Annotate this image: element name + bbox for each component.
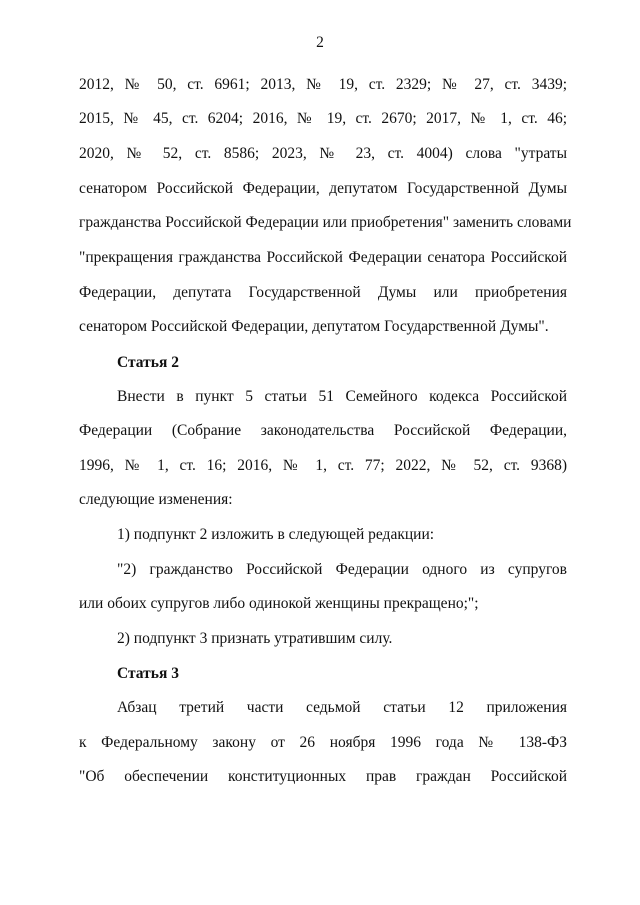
list-item: 1) подпункт 2 изложить в следующей редакции: bbox=[117, 526, 435, 543]
paragraph-line: сенатором Российской Федерации, депутатом Государственной Думы". bbox=[79, 318, 549, 335]
paragraph-line: Федерации (Собрание законодательства Российской Федерации, bbox=[79, 422, 567, 439]
paragraph-line: 2020, № 52, ст. 8586; 2023, № 23, ст. 4004) слова "утраты bbox=[79, 145, 567, 162]
paragraph-line: 1996, № 1, ст. 16; 2016, № 1, ст. 77; 2022, № 52, ст. 9368) bbox=[79, 457, 567, 474]
paragraph-line: следующие изменения: bbox=[79, 491, 233, 508]
paragraph-line: к Федеральному закону от 26 ноября 1996 года № 138-ФЗ bbox=[79, 734, 567, 751]
quoted-line: "2) гражданство Российской Федерации одного из супругов bbox=[117, 561, 567, 578]
paragraph-line: сенатором Российской Федерации, депутатом Государственной Думы bbox=[79, 180, 567, 197]
paragraph-line: 2015, № 45, ст. 6204; 2016, № 19, ст. 2670; 2017, № 1, ст. 46; bbox=[79, 110, 567, 127]
article-heading: Статья 2 bbox=[117, 354, 179, 371]
paragraph-line: "Об обеспечении конституционных прав граждан Российской bbox=[79, 768, 567, 785]
paragraph-line: 2012, № 50, ст. 6961; 2013, № 19, ст. 2329; № 27, ст. 3439; bbox=[79, 76, 567, 93]
list-item: 2) подпункт 3 признать утратившим силу. bbox=[117, 630, 393, 647]
paragraph-line: Внести в пункт 5 статьи 51 Семейного кодекса Российской bbox=[117, 388, 567, 405]
article-heading: Статья 3 bbox=[117, 665, 179, 682]
paragraph-line: "прекращения гражданства Российской Федерации сенатора Российской bbox=[79, 249, 567, 266]
paragraph-line: Абзац третий части седьмой статьи 12 приложения bbox=[117, 699, 567, 716]
paragraph-line: Федерации, депутата Государственной Думы или приобретения bbox=[79, 284, 567, 301]
paragraph-line: гражданства Российской Федерации или приобретения" заменить словами bbox=[79, 214, 572, 231]
quoted-line: или обоих супругов либо одинокой женщины прекращено;"; bbox=[79, 595, 479, 612]
page-number: 2 bbox=[316, 34, 324, 51]
